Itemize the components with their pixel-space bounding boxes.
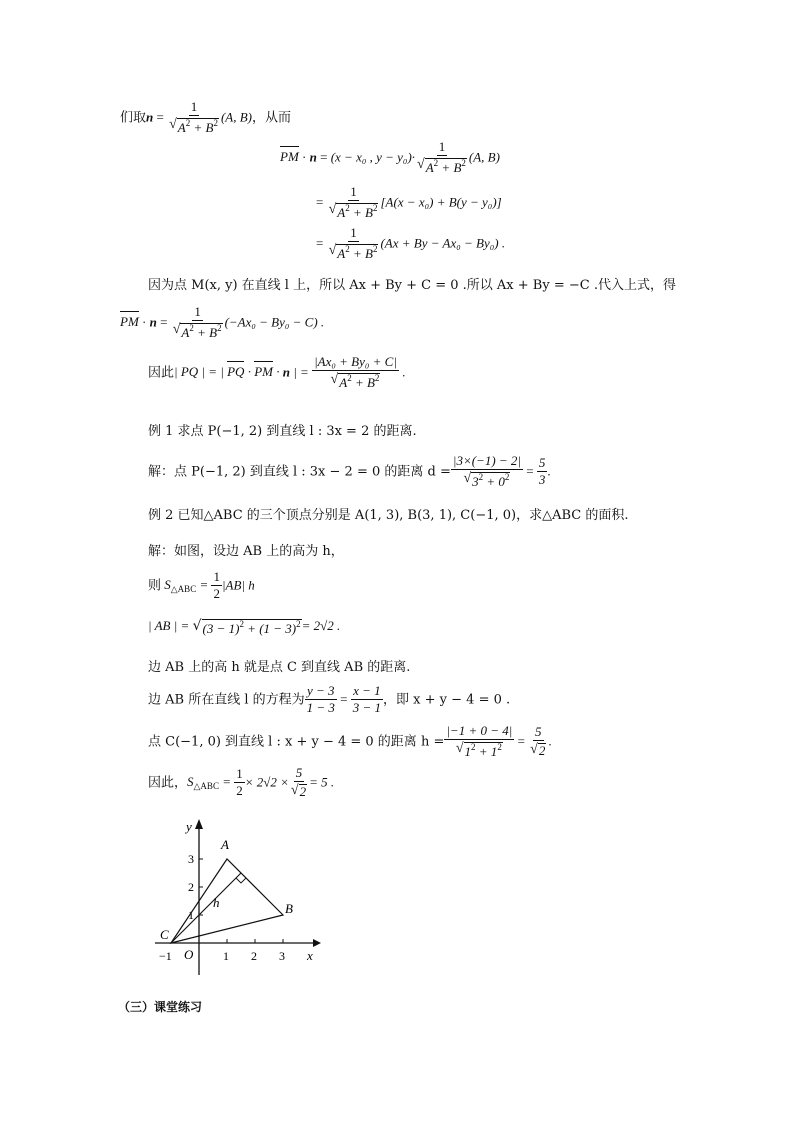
right-angle-mark xyxy=(236,878,246,883)
y-tick-2: 2 xyxy=(188,880,194,894)
point-b-label: B xyxy=(285,901,293,916)
distance-formula-line: 因此| PQ | = | PQ · PM · n | = |Ax₀ + By₀ + C| √ $A^2 + B^2$ . xyxy=(148,354,406,391)
result-expression: (−Ax₀ − By₀ − C) . xyxy=(224,314,325,330)
x-tick--1: −1 xyxy=(159,949,172,963)
x-axis-label: x xyxy=(307,948,313,963)
y-tick-3: 3 xyxy=(188,852,194,866)
derivation-line-3: = 1 √ $A^2 + B^2$ [A(x − x₀) + B(y − y₀)] xyxy=(316,184,502,221)
height-segment xyxy=(171,873,241,943)
origin-label: O xyxy=(184,947,194,962)
x-tick-1: 1 xyxy=(223,949,229,963)
y-tick-1: 1 xyxy=(188,908,194,922)
dot-product-expression: (x − x₀ , y − y₀)· xyxy=(330,149,416,165)
area-conclusion: 因此，$S_{\triangle ABC}$ = $\frac{1}{2}$ × 2√2 × 5 √ 2 = 5 . xyxy=(148,765,335,800)
height-line: 边 AB 上的高 h 就是点 C 到直线 AB 的距离. xyxy=(148,660,411,675)
normal-vector-fraction: 1 √ $A^2 + B^2$ xyxy=(169,99,218,136)
x-tick-3: 3 xyxy=(279,949,285,963)
line-equation: 边 AB 所在直线 l 的方程为 $\frac{y - 3}{1 - 3}$ = $\frac{x - 1}{3 - 1}$ ，即 x + y − 4 = 0 . xyxy=(148,683,511,716)
point-a-label: A xyxy=(221,837,229,852)
derivation-line-4: = 1 √ $A^2 + B^2$ (Ax + By − Ax₀ − By₀) . xyxy=(316,225,506,262)
example-2-question: 例 2 已知△ABC 的三个顶点分别是 A(1, 3), B(3, 1), C(−1, 0)，求△ABC 的面积. xyxy=(148,508,629,523)
derivation-line-1: 们取n = 1 √ $A^2 + B^2$ (A, B)，从而 xyxy=(120,99,292,136)
x-tick-2: 2 xyxy=(251,949,257,963)
derivation-line-2: PM · n = (x − x₀ , y − y₀)· 1 √ $A^2 + B^2$ (A, B) xyxy=(280,139,500,176)
derivation-suffix: ，从而 xyxy=(252,110,292,126)
expanded-expression: [A(x − x₀) + B(y − y₀)] xyxy=(380,194,502,210)
example-2-solution-intro: 解：如图，设边 AB 上的高为 h， xyxy=(148,544,344,559)
y-axis-arrow xyxy=(195,819,203,829)
substitution-paragraph: 因为点 M(x, y) 在直线 l 上，所以 Ax + By + C = 0 .所以 Ax + By = −C .代入上式，得 xyxy=(148,278,676,293)
distance-formula-fraction: |Ax₀ + By₀ + C| √ $A^2 + B^2$ xyxy=(314,354,397,391)
point-c-label: C xyxy=(160,927,169,942)
simplified-expression: (Ax + By − Ax₀ − By₀) . xyxy=(380,235,506,251)
ab-length: | AB | = √ $(3 - 1)^2 + (1 - 3)^2$ = 2√2 . xyxy=(148,618,341,636)
height-label: h xyxy=(213,895,220,910)
section-heading: （三）课堂练习 xyxy=(118,1000,203,1014)
distance-c-to-ab: 点 C(−1, 0) 到直线 l : x + y − 4 = 0 的距离 h = |−1 + 0 − 4| √ $1^2 + 1^2$ = 5 √ 2 . xyxy=(148,723,552,760)
derivation-prefix: 们取 xyxy=(120,110,147,126)
triangle-abc xyxy=(171,859,283,943)
area-formula: 则 $S_{\triangle ABC}$ = $\frac{1}{2}$ |AB| h xyxy=(148,569,255,602)
triangle-figure xyxy=(155,815,325,980)
x-axis-arrow xyxy=(313,939,321,947)
example-1-question: 例 1 求点 P(−1, 2) 到直线 l : 3x = 2 的距离. xyxy=(148,424,417,439)
example-1-solution: 解：点 P(−1, 2) 到直线 l : 3x − 2 = 0 的距离 d = |3×(−1) − 2| √ $3^2 + 0^2$ = $\frac{5}{3}$ . xyxy=(148,453,551,490)
y-axis-label: y xyxy=(186,819,192,834)
derivation-result-line: PM · n = 1 √ $A^2 + B^2$ (−Ax₀ − By₀ − C) . xyxy=(120,304,325,341)
